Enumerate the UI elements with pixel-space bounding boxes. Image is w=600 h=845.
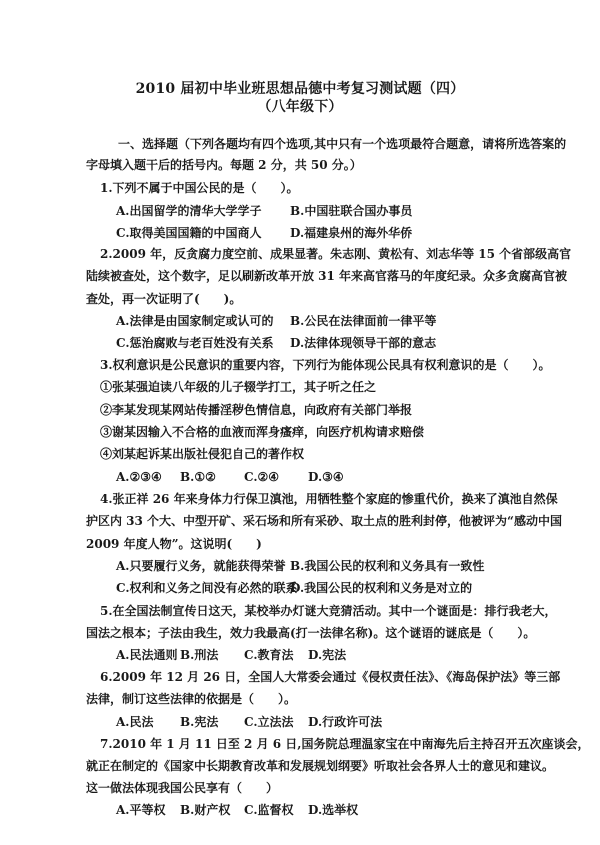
answer-option: B.公民在法律面前一律平等 bbox=[290, 314, 437, 328]
question-stem-continued: 就正在制定的《国家中长期教育改革和发展规划纲要》听取社会各界人士的意见和建议。 bbox=[86, 759, 555, 773]
question-stem-continued: 护区内 33 个大、中型开矿、采石场和所有采砂、取土点的胜利封停，他被评为“感动中国 bbox=[86, 514, 562, 528]
answer-option: C.权利和义务之间没有必然的联系 bbox=[116, 581, 298, 595]
answer-option: C.教育法 bbox=[244, 648, 294, 662]
question-statement: ①张某强迫读八年级的儿子辍学打工，其子听之任之 bbox=[100, 380, 377, 394]
answer-option: A.民法通则 bbox=[116, 648, 178, 662]
answer-option: D.福建泉州的海外华侨 bbox=[290, 226, 413, 240]
question-stem: 6.2009 年 12 月 26 日，全国人大常委会通过《侵权责任法》、《海岛保护法》等三部 bbox=[100, 670, 561, 684]
question-stem: 5.在全国法制宣传日这天，某校举办灯谜大竞猜活动。其中一个谜面是：排行我老大， bbox=[100, 604, 557, 618]
question-stem: 4.张正祥 26 年来身体力行保卫滇池，用牺牲整个家庭的惨重代价，换来了滇池自然保 bbox=[100, 492, 558, 506]
question-stem-continued: 法律，制订这些法律的依据是（ ）。 bbox=[86, 692, 297, 706]
question-stem-continued: 查处，再一次证明了( )。 bbox=[86, 292, 242, 306]
answer-option: B.刑法 bbox=[180, 648, 219, 662]
answer-option: B.中国驻联合国办事员 bbox=[290, 204, 413, 218]
question-stem: 7.2010 年 1 月 11 日至 2 月 6 日,国务院总理温家宝在中南海先后主持召开五次座谈会， bbox=[100, 737, 590, 751]
question-stem: 3.权利意识是公民意识的重要内容，下列行为能体现公民具有权利意识的是（ ）。 bbox=[100, 358, 551, 372]
answer-option: A.只要履行义务，就能获得荣誉 bbox=[116, 559, 286, 573]
question-statement: ②李某发现某网站传播淫秽色情信息，向政府有关部门举报 bbox=[100, 403, 413, 417]
answer-option: C.取得美国国籍的中国商人 bbox=[116, 226, 262, 240]
answer-option: C.惩治腐败与老百姓没有关系 bbox=[116, 336, 274, 350]
answer-option: B.宪法 bbox=[180, 715, 219, 729]
answer-option: B.财产权 bbox=[180, 803, 231, 817]
answer-option: C.监督权 bbox=[244, 803, 294, 817]
section-instruction: 一、选择题（下列各题均有四个选项,其中只有一个选项最符合题意，请将所选答案的 bbox=[118, 137, 567, 151]
answer-option: A.民法 bbox=[116, 715, 154, 729]
question-statement: ③谢某因输入不合格的血液而浑身瘙痒，向医疗机构请求赔偿 bbox=[100, 425, 425, 439]
answer-option: D.③④ bbox=[308, 470, 344, 484]
question-stem: 1.下列不属于中国公民的是（ ）。 bbox=[100, 181, 299, 195]
question-stem: 2.2009 年，反贪腐力度空前、成果显著。朱志刚、黄松有、刘志华等 15 个省部级高官 bbox=[100, 247, 572, 261]
answer-option: A.法律是由国家制定或认可的 bbox=[116, 314, 274, 328]
answer-option: C.立法法 bbox=[244, 715, 294, 729]
page-title: 2010 届初中毕业班思想品德中考复习测试题（四） bbox=[135, 81, 465, 97]
answer-option: B.我国公民的权利和义务具有一致性 bbox=[290, 559, 485, 573]
answer-option: A.②③④ bbox=[116, 470, 162, 484]
answer-option: D.法律体现领导干部的意志 bbox=[290, 336, 437, 350]
question-statement: ④刘某起诉某出版社侵犯自己的著作权 bbox=[100, 447, 305, 461]
question-stem-continued: 这一做法体现我国公民享有（ ） bbox=[86, 781, 279, 795]
question-stem-continued: 国法之根本；子法由我生，效力我最高(打一法律名称)。这个谜语的谜底是（ ）。 bbox=[86, 626, 536, 640]
answer-option: D.宪法 bbox=[308, 648, 347, 662]
answer-option: A.平等权 bbox=[116, 803, 166, 817]
question-stem-continued: 陆续被查处，这个数字，足以刷新改革开放 31 年来高官落马的年度纪录。众多贪腐高官被 bbox=[86, 269, 568, 283]
answer-option: D.选举权 bbox=[308, 803, 359, 817]
answer-option: A.出国留学的清华大学学子 bbox=[116, 204, 262, 218]
question-stem-continued: 2009 年度人物”。这说明( ) bbox=[86, 537, 262, 551]
section-instruction: 字母填入题干后的括号内。每题 2 分，共 50 分。） bbox=[86, 158, 362, 172]
answer-option: C.②④ bbox=[244, 470, 280, 484]
page-subtitle: （八年级下） bbox=[257, 99, 343, 115]
answer-option: B.①② bbox=[180, 470, 216, 484]
answer-option: D.我国公民的权利和义务是对立的 bbox=[290, 581, 473, 595]
answer-option: D.行政许可法 bbox=[308, 715, 383, 729]
